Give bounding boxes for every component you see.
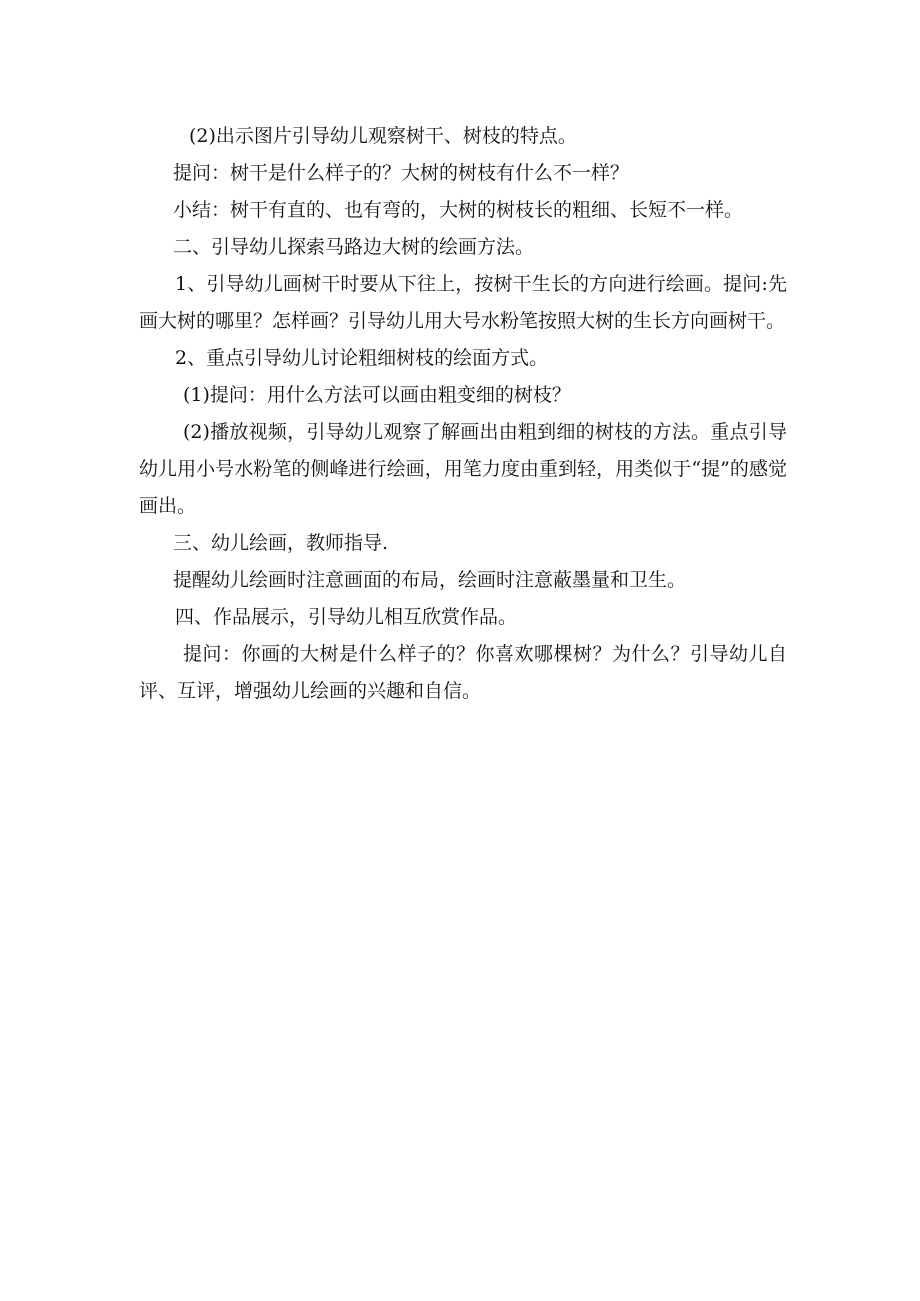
paragraph-sub-one: (1)提问：用什么方法可以画由粗变细的树枝？ xyxy=(183,384,571,406)
paragraph-question-trunk: 提问：树干是什么样子的？大树的树枝有什么不一样？ xyxy=(173,162,630,184)
paragraph-step-one: 1、引导幼儿画树干时要从下往上，按树干生长的方向进行绘画。提问:先画大树的哪里？怎样画？引导幼儿用大号水粉笔按照大树的生长方向画树干。 xyxy=(139,273,787,332)
paragraph-section-three-heading: 三、幼儿绘画，教师指导. xyxy=(173,532,389,554)
paragraph-show-pictures: (2)出示图片引导幼儿观察树干、树枝的特点。 xyxy=(189,125,577,147)
paragraph-section-four-heading: 四、作品展示，引导幼儿相互欣赏作品。 xyxy=(175,606,518,628)
document-body xyxy=(139,118,787,710)
paragraph-step-two: 2、重点引导幼儿讨论粗细树枝的绘面方式。 xyxy=(175,347,549,369)
paragraph-summary: 小结：树干有直的、也有弯的，大树的树枝长的粗细、长短不一样。 xyxy=(173,199,744,221)
paragraph-sub-two: (2)播放视频，引导幼儿观察了解画出由粗到细的树枝的方法。重点引导幼儿用小号水粉笔的侧峰进行绘画，用笔力度由重到轻，用类似于“提”的感觉画出。 xyxy=(139,421,787,517)
paragraph-reminder: 提醒幼儿绘画时注意画面的布局，绘画时注意蔽墨量和卫生。 xyxy=(173,569,687,591)
paragraph-section-two-heading: 二、引导幼儿探索马路边大树的绘画方法。 xyxy=(173,236,535,258)
paragraph-final-question: 提问：你画的大树是什么样子的？你喜欢哪棵树？为什么？引导幼儿自评、互评，增强幼儿绘画的兴趣和自信。 xyxy=(139,643,787,702)
